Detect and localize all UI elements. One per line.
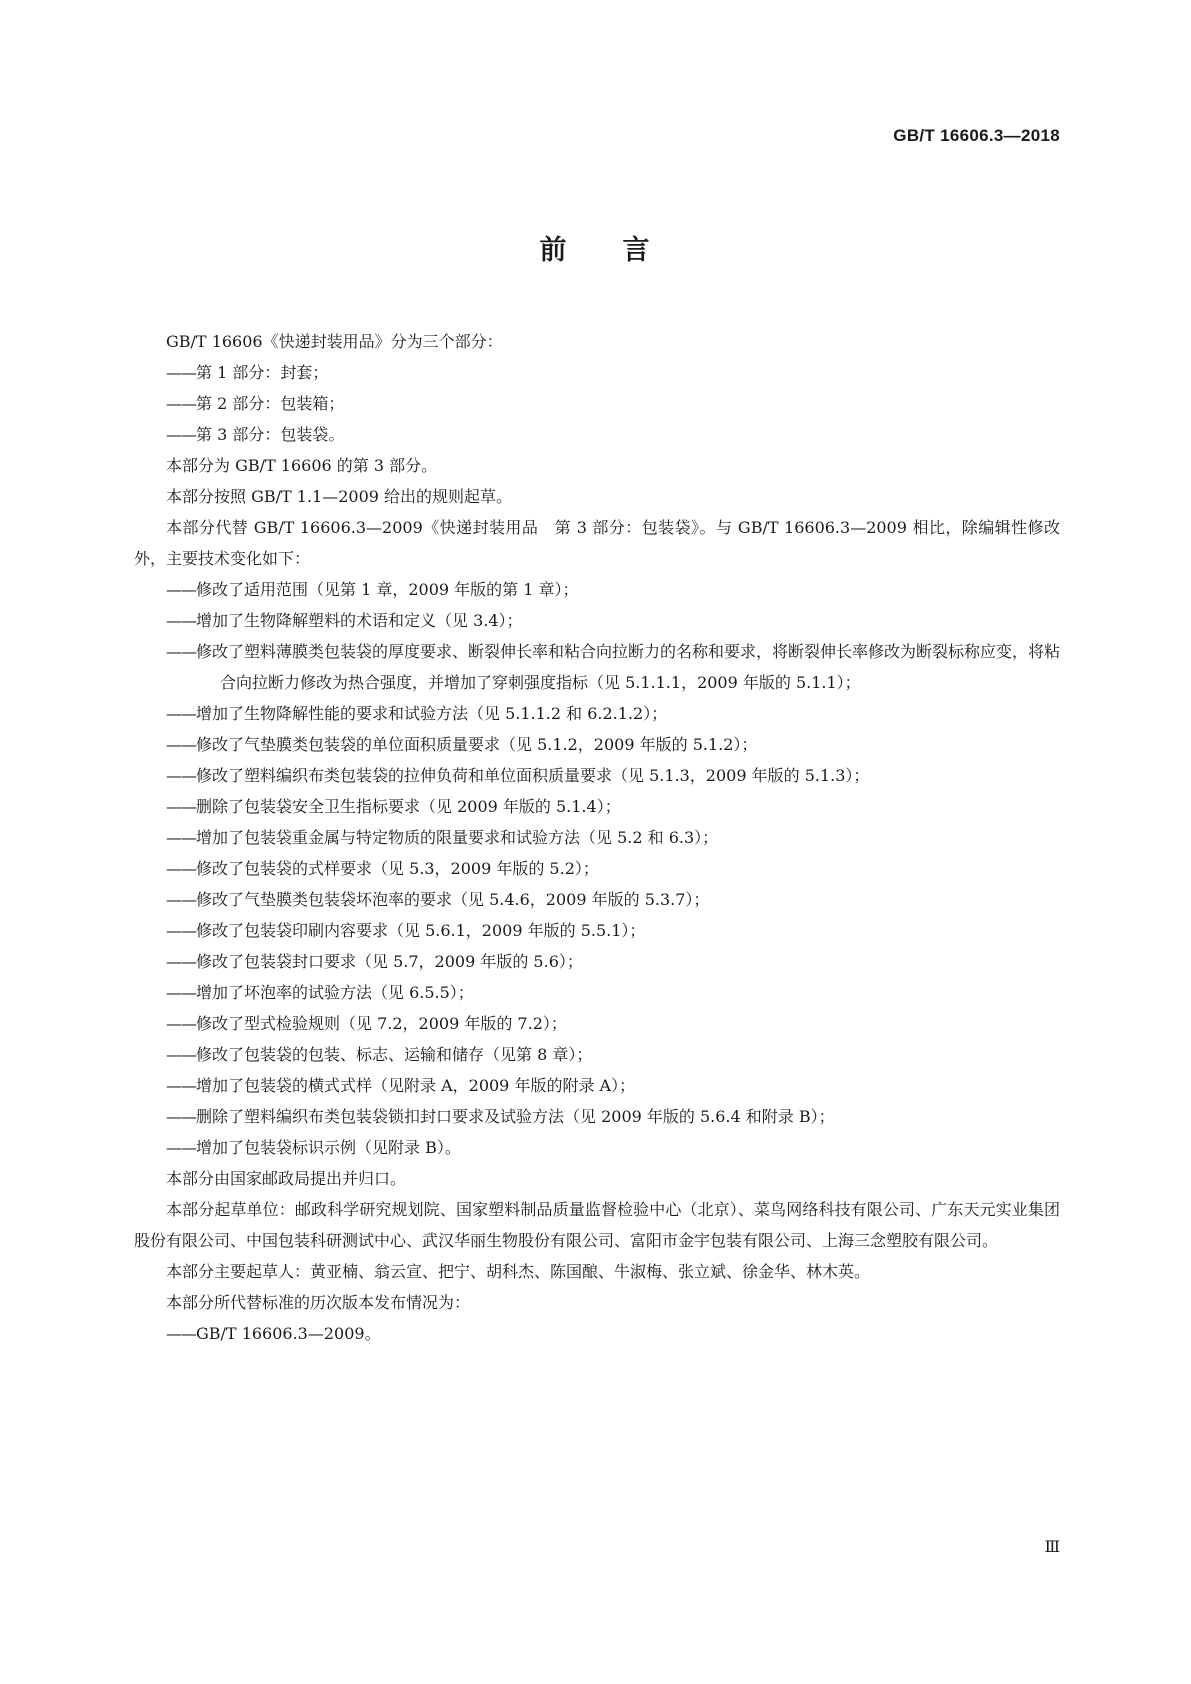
dash-mark: ——: [166, 735, 196, 754]
change-item-text: 增加了包装袋重金属与特定物质的限量要求和试验方法（见 5.2 和 6.3）；: [196, 828, 719, 847]
change-item-text: 增加了生物降解塑料的术语和定义（见 3.4）；: [196, 611, 523, 630]
change-item: [134, 636, 1060, 698]
part-item-text: 第 1 部分：封套；: [196, 363, 329, 382]
part-item-text: 第 3 部分：包装袋。: [196, 425, 345, 444]
change-item: [134, 853, 1060, 884]
change-item-text: 增加了包装袋标识示例（见附录 B）。: [196, 1138, 461, 1157]
change-item: [134, 977, 1060, 1008]
replaces-paragraph: 本部分代替 GB/T 16606.3—2009《快递封装用品 第 3 部分：包装袋》。与 GB/T 16606.3—2009 相比，除编辑性修改外，主要技术变化如下：: [134, 518, 1060, 568]
history-item-text: GB/T 16606.3—2009。: [196, 1324, 381, 1343]
foreword-body: [134, 326, 1060, 1349]
change-item: [134, 1070, 1060, 1101]
change-item: [134, 1132, 1060, 1163]
change-item: [134, 915, 1060, 946]
change-item-text: 修改了塑料编织布类包装袋的拉伸负荷和单位面积质量要求（见 5.1.3，2009 年版的 5.1.3）；: [196, 766, 870, 785]
change-item: [134, 1101, 1060, 1132]
change-item-text: 修改了包装袋的包装、标志、运输和储存（见第 8 章）；: [196, 1045, 593, 1064]
change-item: [134, 946, 1060, 977]
dash-mark: ——: [166, 363, 196, 382]
change-item-text: 修改了气垫膜类包装袋的单位面积质量要求（见 5.1.2，2009 年版的 5.1.2）；: [196, 735, 758, 754]
change-item-text: 修改了包装袋的式样要求（见 5.3，2009 年版的 5.2）；: [196, 859, 599, 878]
dash-mark: ——: [166, 1107, 196, 1126]
drafting-units-paragraph: 本部分起草单位：邮政科学研究规划院、国家塑料制品质量监督检验中心（北京）、菜鸟网络科技有限公司、广东天元实业集团股份有限公司、中国包装科研测试中心、武汉华丽生物股份有限公司、富阳市金宇包装有限公司、上海三念塑胶有限公司。: [134, 1200, 1060, 1250]
dash-mark: ——: [166, 766, 196, 785]
change-item-text: 删除了塑料编织布类包装袋锁扣封口要求及试验方法（见 2009 年版的 5.6.4 和附录 B）；: [196, 1107, 835, 1126]
change-item-text: 修改了包装袋封口要求（见 5.7，2009 年版的 5.6）；: [196, 952, 583, 971]
part-item-text: 第 2 部分：包装箱；: [196, 394, 345, 413]
change-item-text: 增加了生物降解性能的要求和试验方法（见 5.1.1.2 和 6.2.1.2）；: [196, 704, 668, 723]
change-item: [134, 884, 1060, 915]
change-item-text: 修改了型式检验规则（见 7.2，2009 年版的 7.2）；: [196, 1014, 567, 1033]
intro-paragraph: GB/T 16606《快递封装用品》分为三个部分：: [166, 332, 503, 351]
change-item: [134, 605, 1060, 636]
part-item: [134, 388, 1060, 419]
drafting-rules-paragraph: 本部分按照 GB/T 1.1—2009 给出的规则起草。: [166, 487, 513, 506]
dash-mark: ——: [166, 425, 196, 444]
page-number: Ⅲ: [1044, 1537, 1060, 1556]
dash-mark: ——: [166, 921, 196, 940]
dash-mark: ——: [166, 394, 196, 413]
change-item-text: 修改了塑料薄膜类包装袋的厚度要求、断裂伸长率和粘合向拉断力的名称和要求，将断裂伸长率修改为断裂标称应变，将粘合向拉断力修改为热合强度，并增加了穿刺强度指标（见 5.1.1.1，2009 年版的 5.1.1）；: [196, 642, 1061, 692]
part-item: [134, 357, 1060, 388]
change-item: [134, 760, 1060, 791]
change-item-text: 修改了适用范围（见第 1 章，2009 年版的第 1 章）；: [196, 580, 579, 599]
change-item: [134, 574, 1060, 605]
dash-mark: ——: [166, 983, 196, 1002]
change-item: [134, 698, 1060, 729]
dash-mark: ——: [166, 828, 196, 847]
dash-mark: ——: [166, 1138, 196, 1157]
change-item: [134, 791, 1060, 822]
dash-mark: ——: [166, 890, 196, 909]
dash-mark: ——: [166, 1076, 196, 1095]
dash-mark: ——: [166, 797, 196, 816]
title-char-2: 言: [622, 235, 652, 266]
dash-mark: ——: [166, 1045, 196, 1064]
part-item: [134, 419, 1060, 450]
dash-mark: ——: [166, 611, 196, 630]
change-item: [134, 1039, 1060, 1070]
change-item-text: 增加了包装袋的横式式样（见附录 A，2009 年版的附录 A）；: [196, 1076, 636, 1095]
dash-mark: ——: [166, 580, 196, 599]
change-item: [134, 729, 1060, 760]
change-item-text: 删除了包装袋安全卫生指标要求（见 2009 年版的 5.1.4）；: [196, 797, 621, 816]
dash-mark: ——: [166, 859, 196, 878]
change-item-text: 修改了气垫膜类包装袋坏泡率的要求（见 5.4.6，2009 年版的 5.3.7）；: [196, 890, 710, 909]
proposed-by-paragraph: 本部分由国家邮政局提出并归口。: [166, 1169, 407, 1188]
history-intro-paragraph: 本部分所代替标准的历次版本发布情况为：: [166, 1293, 471, 1312]
dash-mark: ——: [166, 1014, 196, 1033]
history-item: [134, 1318, 1060, 1349]
dash-mark: ——: [166, 704, 196, 723]
dash-mark: ——: [166, 1324, 196, 1343]
drafters-paragraph: 本部分主要起草人：黄亚楠、翁云宣、把宁、胡科杰、陈国酿、牛淑梅、张立斌、徐金华、林木英。: [166, 1262, 871, 1281]
change-item-text: 增加了坏泡率的试验方法（见 6.5.5）；: [196, 983, 474, 1002]
dash-mark: ——: [166, 642, 196, 661]
dash-mark: ——: [166, 952, 196, 971]
page-title: [0, 228, 1191, 267]
change-item: [134, 822, 1060, 853]
change-item: [134, 1008, 1060, 1039]
title-char-1: 前: [539, 235, 569, 266]
standard-number: GB/T 16606.3—2018: [893, 126, 1060, 145]
this-part-paragraph: 本部分为 GB/T 16606 的第 3 部分。: [166, 456, 438, 475]
change-item-text: 修改了包装袋印刷内容要求（见 5.6.1，2009 年版的 5.5.1）；: [196, 921, 646, 940]
